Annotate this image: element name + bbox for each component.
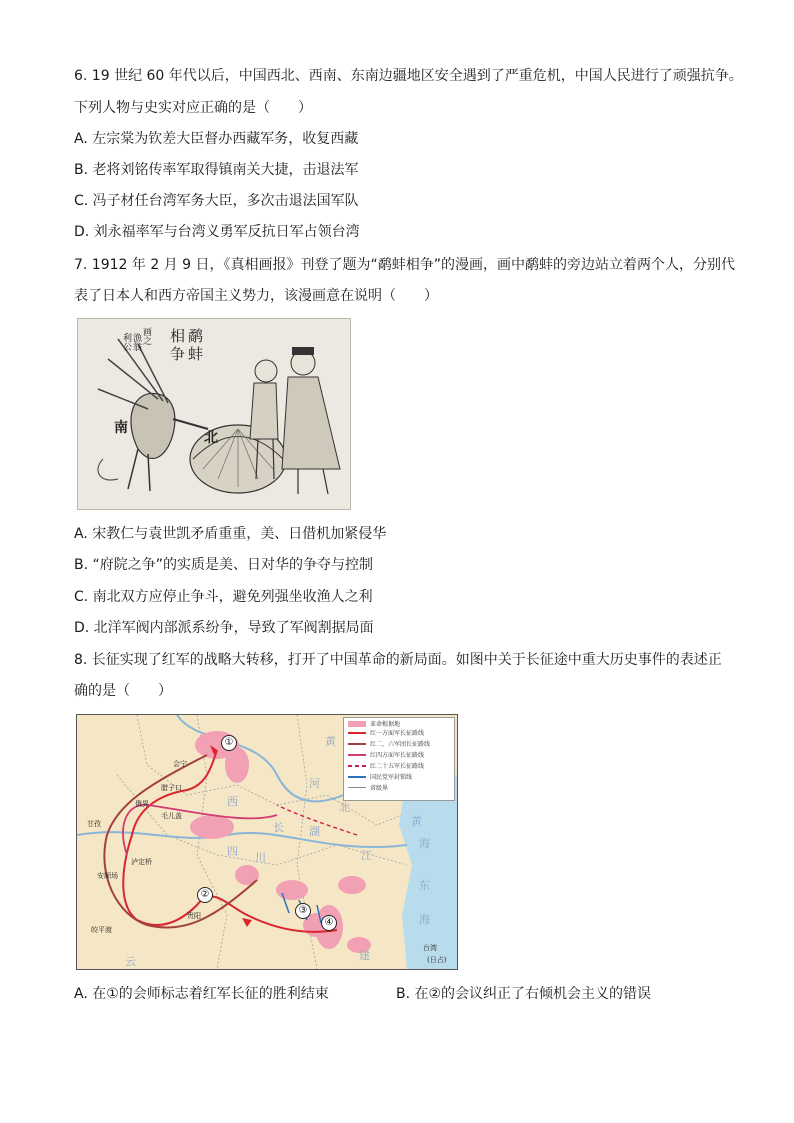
- q7-option-c[interactable]: C. 南北双方应停止争斗，避免列强坐收渔人之利: [74, 589, 373, 605]
- legend-label-red2: 红二、六军团长征路线: [370, 741, 431, 748]
- region-si: 四: [227, 845, 238, 858]
- cartoon-label-north: 北: [204, 430, 218, 446]
- q7-stem-line1: 7. 1912 年 2 月 9 日，《真相画报》刊登了题为“鹬蚌相争”的漫画，画中鹬蚌的旁边站立着两个人，分别代: [74, 257, 736, 273]
- region-jian: 建: [359, 949, 370, 962]
- region-chuan: 川: [255, 851, 266, 864]
- marker-2: ②: [197, 887, 213, 903]
- cartoon-title-char-1: 鹬: [188, 327, 204, 345]
- q6-option-d[interactable]: D. 刘永福率军与台湾义勇军反抗日军占领台湾: [74, 224, 360, 240]
- q7-stem-line2: 表了日本人和西方帝国主义势力，该漫画意在说明（ ）: [74, 288, 438, 304]
- q6-option-c[interactable]: C. 冯子材任台湾军务大臣，多次击退法国军队: [74, 193, 359, 209]
- region-yun: 云: [125, 955, 136, 968]
- region-chang: 长: [273, 821, 284, 834]
- legend-swatch-red2: [348, 743, 366, 745]
- legend-swatch-red4: [348, 754, 366, 756]
- region-dong: 东: [419, 879, 430, 892]
- place-huining: 会宁: [173, 760, 187, 768]
- marker-4: ④: [321, 915, 337, 931]
- region-he: 河: [309, 777, 320, 790]
- legend-swatch-base: [348, 721, 366, 727]
- cartoon-side-text-2: 漁翁: [131, 333, 141, 351]
- legend-label-red25: 红二十五军长征路线: [370, 763, 425, 770]
- q7-option-a[interactable]: A. 宋教仁与袁世凯矛盾重重，美、日借机加紧侵华: [74, 526, 387, 542]
- marker-3: ③: [295, 903, 311, 919]
- q8-option-b[interactable]: B. 在②的会议纠正了右倾机会主义的错误: [396, 986, 652, 1002]
- region-huang-1: 黄: [325, 735, 336, 748]
- q6-option-a[interactable]: A. 左宗棠为钦差大臣督办西藏军务，收复西藏: [74, 131, 359, 147]
- legend-label-blockade: 国民党军封锁线: [370, 774, 413, 781]
- map-note-japanese-occupied: (日占): [427, 956, 447, 964]
- legend-swatch-border: [348, 787, 366, 788]
- legend-swatch-blockade: [348, 776, 366, 778]
- place-anshunchang: 安顺场: [97, 872, 118, 880]
- long-march-map: [76, 714, 458, 970]
- place-taiwan: 台湾: [423, 944, 437, 952]
- q6-stem-line1: 6. 19 世纪 60 年代以后，中国西北、西南、东南边疆地区安全遇到了严重危机，中国人民进行了顽强抗争。: [74, 68, 743, 84]
- region-huang-2: 黄: [411, 815, 422, 828]
- q7-option-b[interactable]: B. “府院之争”的实质是美、日对华的争夺与控制: [74, 557, 374, 573]
- cartoon-side-text-1: 画之: [141, 327, 151, 345]
- place-ejie: 俄界: [135, 800, 149, 808]
- place-guiyang: 贵阳: [187, 912, 201, 920]
- place-lazikou: 腊子口: [161, 784, 182, 792]
- marker-1: ①: [221, 735, 237, 751]
- cartoon-label-south: 南: [114, 420, 128, 436]
- cartoon-title-char-2: 蚌: [188, 345, 204, 363]
- legend-swatch-red1: [348, 732, 366, 734]
- region-jiang: 江: [361, 849, 372, 862]
- region-hu: 湖: [309, 825, 320, 838]
- q6-option-b[interactable]: B. 老将刘铭传率军取得镇南关大捷，击退法军: [74, 162, 359, 178]
- q6-stem-line2: 下列人物与史实对应正确的是（ ）: [74, 100, 312, 116]
- place-ganzi: 甘孜: [87, 820, 101, 828]
- cartoon-title-char-4: 争: [170, 345, 186, 363]
- map-legend: [343, 717, 455, 801]
- legend-label-base: 革命根据地: [370, 721, 401, 728]
- cartoon-image: [77, 318, 351, 510]
- place-maoergai: 毛儿盖: [161, 812, 182, 820]
- region-bei: 北: [339, 801, 350, 814]
- legend-label-red1: 红一方面军长征路线: [370, 730, 425, 737]
- legend-label-red4: 红四方面军长征路线: [370, 752, 425, 759]
- place-jiaopingdu: 皎平渡: [91, 926, 112, 934]
- region-hai-1: 海: [419, 837, 430, 850]
- cartoon-drawing: [78, 319, 350, 509]
- q8-stem-line1: 8. 长征实现了红军的战略大转移，打开了中国革命的新局面。如图中关于长征途中重大历史事件的表述正: [74, 652, 722, 668]
- cartoon-title-char-3: 相: [170, 327, 186, 345]
- q7-option-d[interactable]: D. 北洋军阀内部派系纷争，导致了军阀割据局面: [74, 620, 374, 636]
- legend-label-border: 省级界: [370, 785, 389, 792]
- region-xi: 西: [227, 795, 238, 808]
- cartoon-side-text-3: 利公: [121, 333, 131, 351]
- q8-stem-line2: 确的是（ ）: [74, 683, 172, 699]
- q8-option-a[interactable]: A. 在①的会师标志着红军长征的胜利结束: [74, 986, 329, 1002]
- region-hai-2: 海: [419, 913, 430, 926]
- place-ludingqiao: 泸定桥: [131, 858, 152, 866]
- legend-swatch-red25: [348, 765, 366, 767]
